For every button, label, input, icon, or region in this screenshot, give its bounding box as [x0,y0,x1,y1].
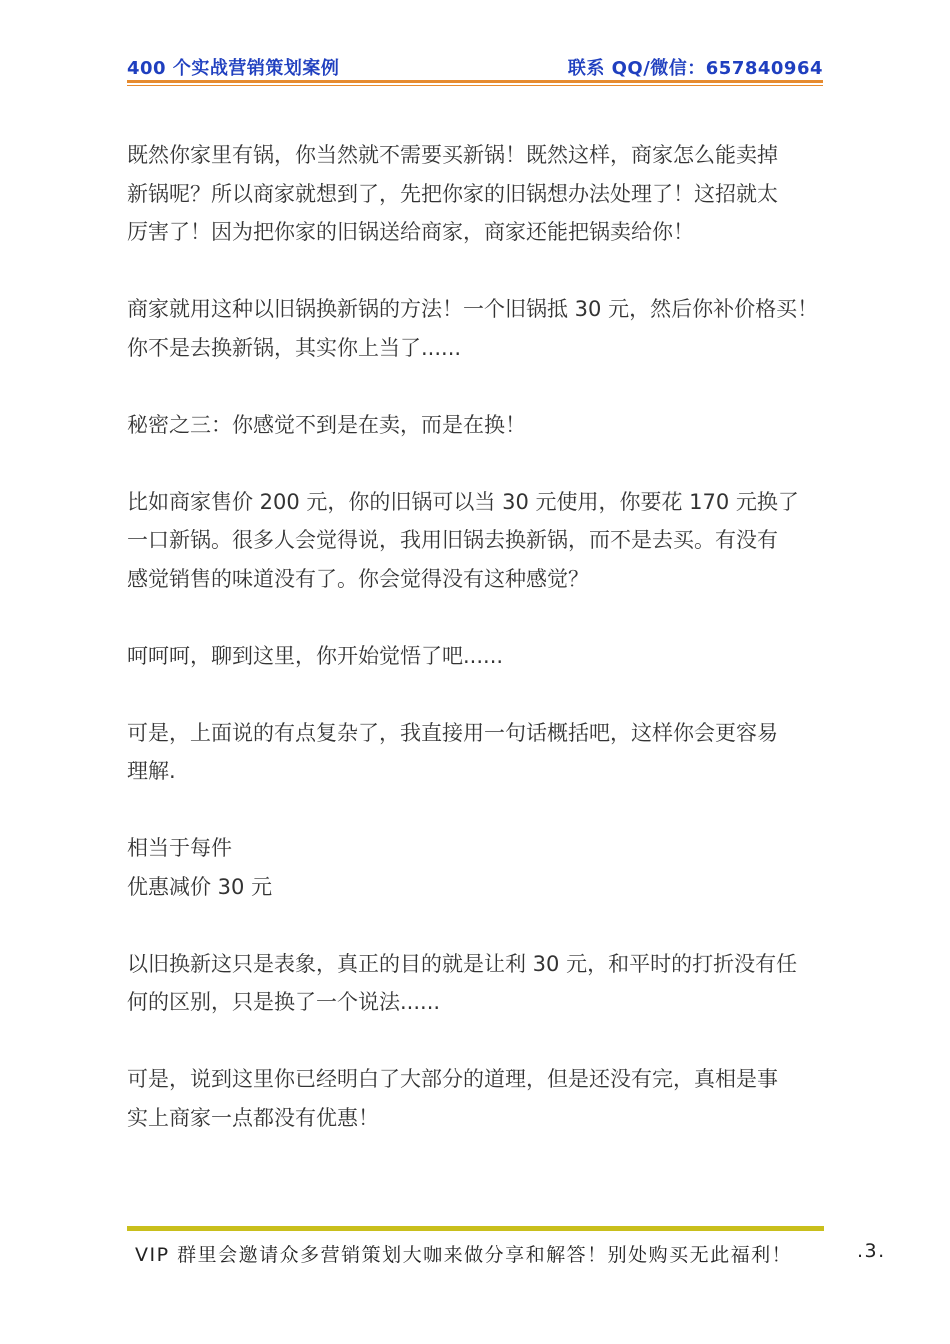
text-line: 新锅呢？所以商家就想到了，先把你家的旧锅想办法处理了！这招就太 [127,181,778,206]
text-line: 感觉销售的味道没有了。你会觉得没有这种感觉？ [127,566,589,591]
page-number: .3. [857,1240,886,1262]
header-title: 400 个实战营销策划案例 [127,58,340,79]
text-line: 比如商家售价 200 元，你的旧锅可以当 30 元使用，你要花 170 元换了 [127,489,799,514]
text-line: 理解. [127,759,176,783]
text-line: 呵呵呵，聊到这里，你开始觉悟了吧...... [127,643,504,668]
text-line: 秘密之三：你感觉不到是在卖，而是在换！ [127,412,526,437]
page-header [127,54,823,80]
footer-text: VIP 群里会邀请众多营销策划大咖来做分享和解答！别处购买无此福利！ [135,1244,793,1266]
text-line: 可是，说到这里你已经明白了大部分的道理，但是还没有完，真相是事 [127,1067,778,1091]
header-divider-thin [127,85,823,86]
paragraph-8 [127,945,827,1022]
text-line: 优惠减价 30 元 [127,874,273,899]
text-line: 厉害了！因为把你家的旧锅送给商家，商家还能把锅卖给你！ [127,220,694,244]
paragraph-6 [127,714,827,791]
document-body [127,136,827,1176]
text-line: 可是，上面说的有点复杂了，我直接用一句话概括吧，这样你会更容易 [127,720,778,745]
text-line: 何的区别，只是换了一个说法...... [127,990,441,1014]
text-line: 以旧换新这只是表象，真正的目的就是让利 30 元，和平时的打折没有任 [127,951,798,976]
text-line: 既然你家里有锅，你当然就不需要买新锅！既然这样，商家怎么能卖掉 [127,143,778,167]
paragraph-5 [127,637,827,676]
paragraph-1 [127,136,827,252]
paragraph-9 [127,1060,827,1137]
footer-divider [127,1226,824,1231]
text-line: 实上商家一点都没有优惠！ [127,1105,379,1130]
text-line: 一口新锅。很多人会觉得说，我用旧锅去换新锅，而不是去买。有没有 [127,528,778,552]
header-divider-thick [127,80,823,83]
paragraph-2 [127,290,827,367]
paragraph-3 [127,406,827,445]
text-line: 商家就用这种以旧锅换新锅的方法！一个旧锅抵 30 元，然后你补价格买！ [127,297,819,321]
paragraph-7 [127,829,827,906]
header-contact: 联系 QQ/微信：657840964 [567,58,823,79]
text-line: 你不是去换新锅，其实你上当了...... [127,335,462,360]
paragraph-4 [127,483,827,599]
text-line: 相当于每件 [127,836,232,860]
